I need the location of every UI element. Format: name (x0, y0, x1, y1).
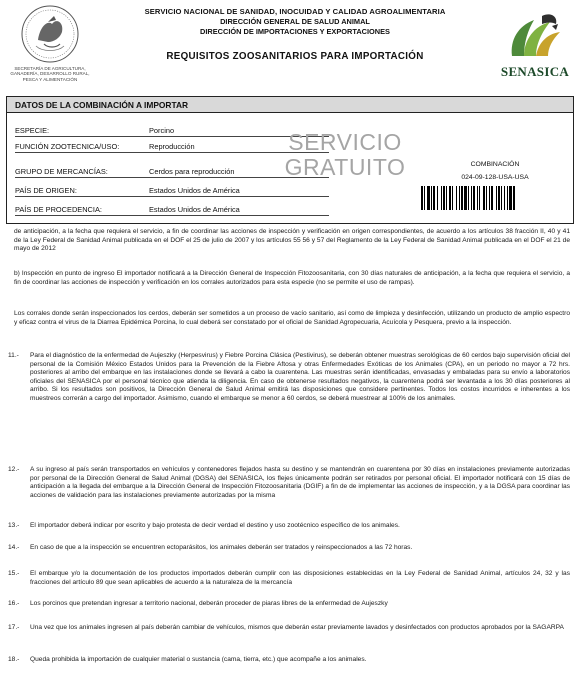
item-text: El importador deberá indicar por escrito y bajo protesta de decir verdad el destino y uso zootécnico específico de los animales. (30, 522, 400, 529)
free-service-stamp (275, 130, 415, 180)
item-number: 14.- (8, 544, 20, 551)
senasica-logo (494, 6, 576, 88)
field-value: Cerdos para reproducción (149, 167, 235, 176)
combination-code: 024-09-128-USA-USA (461, 174, 529, 181)
field-label: PAÍS DE ORIGEN: (15, 186, 77, 195)
field-label: GRUPO DE MERCANCÍAS: (15, 167, 108, 176)
seal-caption: SECRETARÍA DE AGRICULTURA, GANADERÍA, DESARROLLO RURAL, PESCA Y ALIMENTACIÓN (10, 66, 90, 82)
field-underline (15, 196, 329, 197)
item-text: Una vez que los animales ingresen al país deberán cambiar de vehículos, mismos que deberán estar previamente lavados y desinfectados con productos aprobados por la SAGARPA (30, 624, 564, 631)
agency-name: SERVICIO NACIONAL DE SANIDAD, INOCUIDAD Y CALIDAD AGROALIMENTARIA (144, 7, 446, 16)
item-text: En caso de que a la inspección se encuentren ectoparásitos, los animales deberán ser tratados y reinspeccionados a las 72 horas. (30, 544, 413, 551)
field-value: Porcino (149, 126, 175, 135)
logo-wordmark: SENASICA (500, 64, 570, 79)
item-number: 17.- (8, 624, 20, 631)
stamp-line-1: SERVICIO (288, 129, 402, 155)
office-name: DIRECCIÓN DE IMPORTACIONES Y EXPORTACIONES (200, 27, 390, 36)
combination-label: COMBINACIÓN (470, 161, 520, 168)
item-number: 12.- (8, 466, 20, 473)
paragraph-inspection-b: b) Inspección en punto de ingreso El importador notificará a la Dirección General de Inspección Fitozoosanitaria, con 30 días naturales de anticipación, a la fecha que requiera el servicio, a fin de coordinar las acciones de inspección y verificación en los corrales autorizados para esta especie (no se permite el uso de rampas). (14, 270, 570, 286)
item-text: A su ingreso al país serán transportados en vehículos y contenedores flejados hasta su destino y se mantendrán en cuarentena por 30 días en instalaciones previamente autorizadas por personal de la Dirección General de Salud Animal (DGSA) del SENASICA, los flejes únicamente podrán ser retirados por personal oficial. El importador notificará con 15 días de anticipación a la llegada del embarque a la Dirección General de Inspección Fitozoosanitaria (DGIF) a fin de de implementar las acciones de inspección, y a la DGSA para coordinar las acciones de validación para las instalaciones previamente autorizadas por la misma (30, 466, 570, 499)
field-label: PAÍS DE PROCEDENCIA: (15, 205, 102, 214)
senasica-leaves-icon (494, 6, 576, 64)
item-text: Los porcinos que pretendan ingresar a territorio nacional, deberán proceder de piaras libres de la enfermedad de Aujeszky (30, 600, 388, 607)
barcode-bar (515, 186, 516, 210)
eagle-emblem-icon (18, 4, 82, 64)
paragraph-corrales: Los corrales donde serán inspeccionados los cerdos, deberán ser sometidos a un proceso de vacío sanitario, así como de limpieza y desinfección, utilizando un producto de amplio espectro y eficaz contra el virus de la Diarrea Epidémica Porcina, lo cual deberá ser constatado por el oficial de Sanidad Agropecuaria, Acuícola y Pesquera, previo a la inspección. (14, 310, 570, 326)
field-value: Estados Unidos de América (149, 186, 240, 195)
directorate-name: DIRECCIÓN GENERAL DE SALUD ANIMAL (220, 17, 370, 26)
item-text: Para el diagnóstico de la enfermedad de Aujeszky (Herpesvirus) y Fiebre Porcina Clásica (Pestivirus), se deberán obtener muestras serológicas de 60 cerdos bajo supervisión oficial del personal de la Comisión México Estados Unidos para la Prevención de la Fiebre Aftosa y otras Enfermedades Exóticas de los Animales (CPA), en un periodo no mayor a 72 hrs. posteriores al arribo del embarque en las instalaciones donde se llevará a cabo la cuarentena. Las muestras serán identificadas, envasadas y embaladas para su envío a laboratorios oficiales del SENASICA por el personal técnico que atienda la diligencia. En caso de obtenerse resultados negativos, la cuarentena podrá ser levantada a los 30 días posteriores al arribo. Si los resultados son positivos, la Dirección General de Salud Animal emitirá las disposiciones que considere pertinentes. Todos los costos incurridos e inherentes a los muestreos correrán a cargo del importador. Asimismo, cuando el embarque se menor a 60 cerdos, se deberá muestrear al 100% de los animales. (30, 352, 570, 402)
combination-data-box (6, 96, 574, 224)
item-number: 18.- (8, 656, 20, 663)
government-seal (4, 4, 96, 90)
field-value: Estados Unidos de América (149, 205, 240, 214)
item-number: 13.- (8, 522, 20, 529)
item-text: Queda prohibida la importación de cualquier material o sustancia (cama, tierra, etc.) que acompañe a los animales. (30, 656, 367, 663)
item-text: El embarque y/o la documentación de los productos importados deberán cumplir con las disposiciones establecidas en la Ley Federal de Sanidad Animal, artículos 24, 32 y las fracciones del artículo 89 que sean aplicables de acuerdo a la naturaleza de la mercancía (30, 570, 570, 586)
field-underline (15, 215, 329, 216)
paragraph-intro: de anticipación, a la fecha que requiera el servicio, a fin de coordinar las acciones de inspección y verificación en origen correspondientes, de acuerdo a los artículos 38 fracción II, 40 y 41 de la Ley Federal de Sanidad Animal publicada en el DOF el 25 de julio de 2007 y los artículos 55 56 y 57 del Reglamento de la Ley Federal de Sanidad Animal publicada en el DOF el 21 de mayo de 2012 (14, 228, 570, 253)
field-value: Reproducción (149, 142, 195, 151)
document-title: REQUISITOS ZOOSANITARIOS PARA IMPORTACIÓN (166, 51, 424, 62)
field-label: ESPECIE: (15, 126, 50, 135)
item-number: 11.- (8, 352, 19, 359)
document-header (100, 7, 490, 62)
item-number: 15.- (8, 570, 20, 577)
barcode (421, 186, 567, 210)
section-heading: DATOS DE LA COMBINACIÓN A IMPORTAR (7, 97, 573, 113)
stamp-line-2: GRATUITO (284, 154, 406, 180)
field-label: FUNCIÓN ZOOTECNICA/USO: (15, 142, 120, 151)
item-number: 16.- (8, 600, 20, 607)
